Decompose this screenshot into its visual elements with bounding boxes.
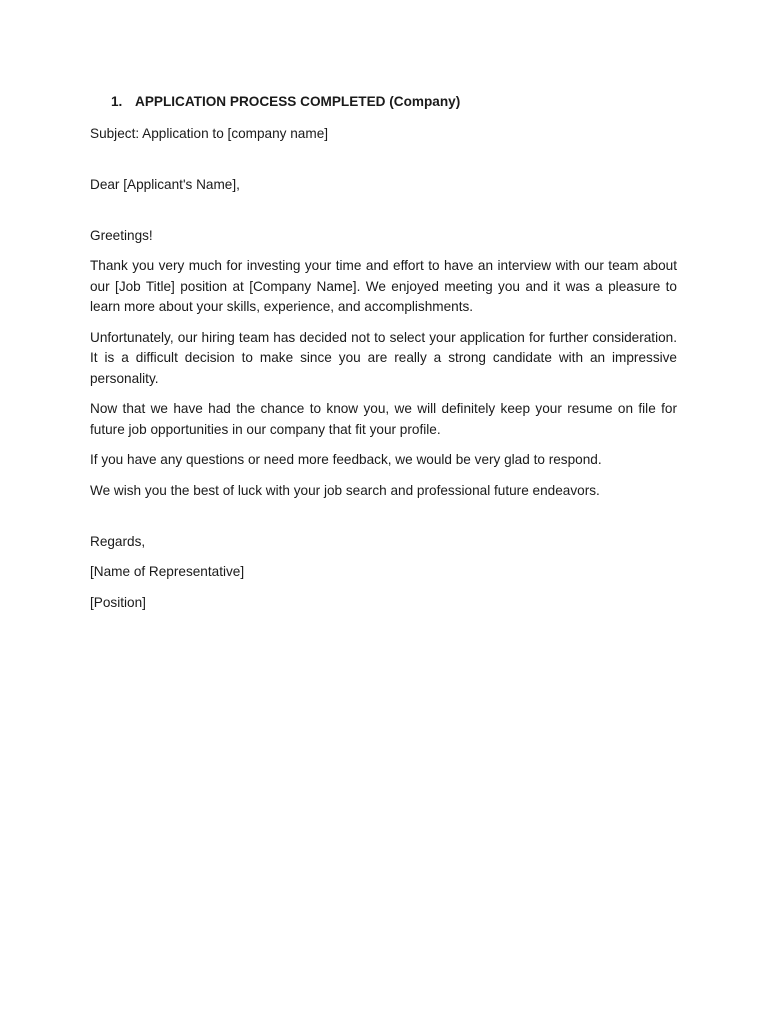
salutation: Dear [Applicant's Name], (90, 176, 240, 192)
paragraph-resume-on-file: Now that we have had the chance to know you, we will definitely keep your resume on file for future job opportunities in our company that fit your profile. (90, 401, 677, 437)
signature-name: [Name of Representative] (90, 564, 245, 579)
letter-body (90, 92, 677, 623)
greeting: Greetings! (90, 227, 153, 243)
section-heading (90, 92, 677, 113)
paragraph-best-wishes: We wish you the best of luck with your job search and professional future endeavors. (90, 482, 600, 498)
spacer (90, 511, 677, 532)
spacer (90, 205, 677, 226)
paragraph-decision: Unfortunately, our hiring team has decided not to select your application for further consideration. It is a difficult decision to make since you are really a strong candidate with an impressive personality. (90, 329, 677, 386)
spacer (90, 154, 677, 175)
heading-text: APPLICATION PROCESS COMPLETED (Company) (135, 94, 461, 109)
heading-number: 1. (111, 94, 123, 109)
subject-line: Subject: Application to [company name] (90, 125, 329, 141)
paragraph-interview-thanks: Thank you very much for investing your time and effort to have an interview with our team about our [Job Title] position at [Company Name]. We enjoyed meeting you and it was a pleasure to learn more about your skills, experience, and accomplishments. (90, 258, 677, 314)
closing: Regards, (90, 533, 146, 549)
signature-position: [Position] (90, 594, 146, 610)
paragraph-questions: If you have any questions or need more feedback, we would be very glad to respond. (90, 452, 602, 467)
